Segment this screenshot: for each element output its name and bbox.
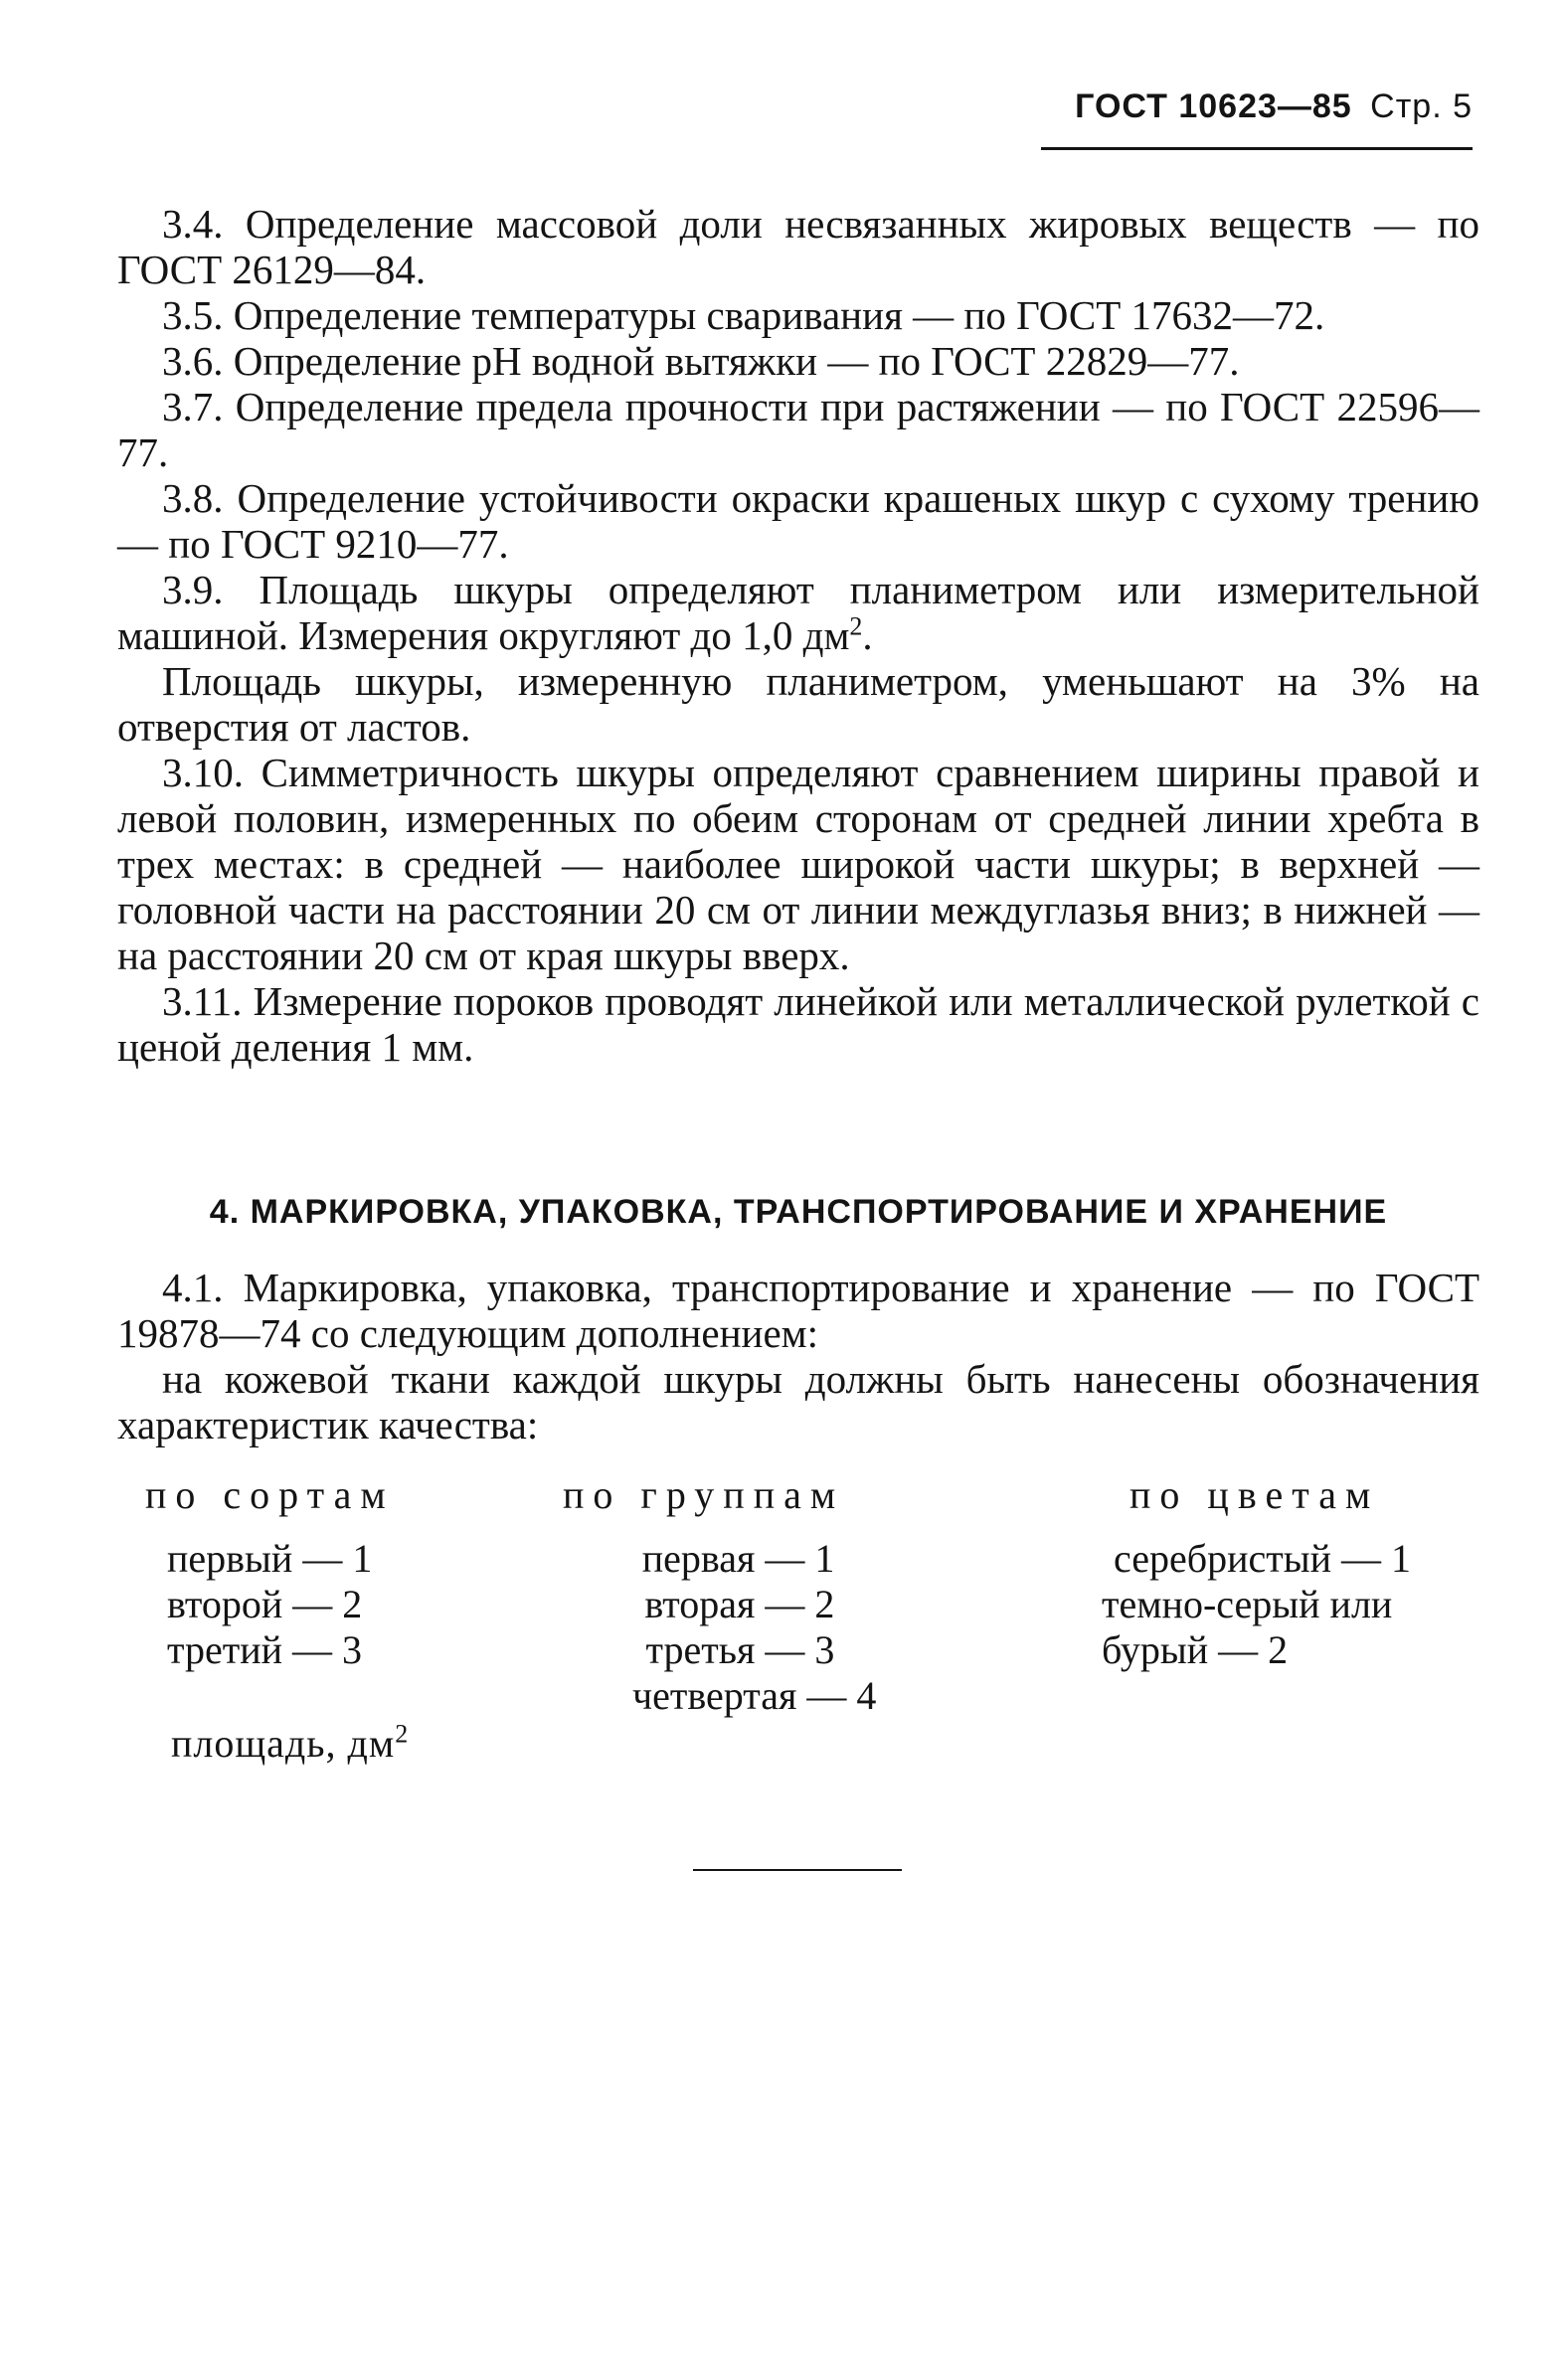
- superscript-2: 2: [849, 611, 863, 641]
- column-header-grades: по сортам: [145, 1472, 395, 1517]
- paragraph-3-5: 3.5. Определение температуры сваривания — по ГОСТ 17632—72.: [162, 292, 1325, 338]
- column-header-colors: по цветам: [1130, 1472, 1380, 1517]
- standard-number: ГОСТ 10623—85: [1075, 87, 1352, 125]
- paragraph-marking-note: на кожевой ткани каждой шкуры должны быть нанесены обозначения характеристик качества:: [117, 1356, 1479, 1447]
- colors-list: [1102, 1536, 1411, 1673]
- list-item: темно-серый или: [1102, 1582, 1393, 1626]
- section-3-text: [117, 201, 1479, 1070]
- grades-list: [167, 1536, 372, 1673]
- section-4-text: [117, 1265, 1479, 1447]
- list-item: серебристый — 1: [1114, 1536, 1412, 1581]
- list-item: второй — 2: [167, 1582, 363, 1626]
- list-item: четвертая — 4: [632, 1673, 877, 1718]
- paragraph-3-9: [117, 567, 1479, 658]
- list-item: третий — 3: [167, 1627, 363, 1672]
- end-rule: [693, 1869, 902, 1871]
- header-rule: [1041, 147, 1473, 150]
- area-superscript: 2: [395, 1719, 410, 1749]
- column-header-groups: по группам: [563, 1472, 845, 1517]
- list-item: первый — 1: [167, 1536, 373, 1581]
- list-item: вторая — 2: [644, 1582, 835, 1626]
- paragraph-area-reduction: Площадь шкуры, измеренную планиметром, уменьшают на 3% на отверстия от ластов.: [117, 658, 1479, 750]
- paragraph-3-8: 3.8. Определение устойчивости окраски крашеных шкур с сухому трению — по ГОСТ 9210—77.: [117, 475, 1479, 567]
- paragraph-3-10: 3.10. Симметричность шкуры определяют сравнением ширины правой и левой половин, измеренных по обеим сторонам от средней линии хребта в трех местах: в средней — наиболее широкой части шкуры; в верхней — головной части на расстоянии 20 см от линии междуглазья вниз; в нижней — на расстоянии 20 см от края шкуры вверх.: [117, 750, 1479, 978]
- paragraph-3-9-text: 3.9. Площадь шкуры определяют планиметром или измерительной машиной. Измерения округляют до 1,0 дм: [117, 567, 1479, 658]
- page-header: [1075, 87, 1473, 126]
- paragraph-3-9-tail: .: [862, 612, 873, 658]
- paragraph-3-11: 3.11. Измерение пороков проводят линейкой или металлической рулеткой с ценой деления 1 мм.: [117, 978, 1479, 1070]
- paragraph-4-1: 4.1. Маркировка, упаковка, транспортирование и хранение — по ГОСТ 19878—74 со следующим дополнением:: [117, 1265, 1479, 1356]
- page-number: Стр. 5: [1370, 87, 1473, 125]
- section-4-heading: 4. МАРКИРОВКА, УПАКОВКА, ТРАНСПОРТИРОВАНИЕ И ХРАНЕНИЕ: [209, 1193, 1388, 1231]
- paragraph-3-7: 3.7. Определение предела прочности при растяжении — по ГОСТ 22596—77.: [117, 384, 1479, 475]
- list-item: первая — 1: [641, 1536, 835, 1581]
- area-text: площадь, дм: [171, 1721, 396, 1766]
- paragraph-3-6: 3.6. Определение pH водной вытяжки — по ГОСТ 22829—77.: [162, 338, 1240, 384]
- list-item: бурый — 2: [1102, 1627, 1289, 1672]
- paragraph-3-4: 3.4. Определение массовой доли несвязанных жировых веществ — по ГОСТ 26129—84.: [117, 201, 1479, 292]
- area-label: [171, 1720, 409, 1767]
- list-item: третья — 3: [645, 1627, 835, 1672]
- groups-list: [632, 1536, 876, 1719]
